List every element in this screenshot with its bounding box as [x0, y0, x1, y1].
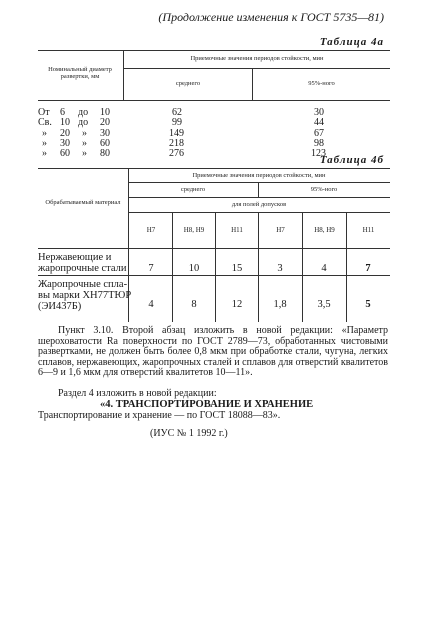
row-avg: 276 — [169, 148, 184, 160]
row-p95: 123 — [311, 148, 326, 160]
table-4a-sub-95: 95%-ного — [308, 80, 335, 87]
table-4a-caption: Таблица 4а — [319, 36, 384, 48]
paragraph-3-10: Пункт 3.10. Второй абзац изложить в новой редакции: «Параметр шероховатости Ra поверхности по ГОСТ 2789—73, обработанных чистовыми развертками, не должен быть более 0,8 мкм при обработке стали, чугуна, легких сплавов, нержавеющих, жаропрочных сталей и сплавов для отверстий квалитетов 6—9 и 1,6 мкм для отверстий квалитетов 10—11». — [38, 325, 388, 378]
tol-header-cell: H8, H9 — [183, 226, 205, 234]
row-prefix: От — [38, 107, 50, 118]
table-4a-sub-avg: среднего — [175, 80, 201, 87]
row-to: 30 — [100, 127, 110, 139]
material-line: Нержавеющие и — [38, 252, 112, 263]
row-prefix: » — [42, 127, 47, 139]
material-line: вы марки ХН77ТЮР — [38, 290, 132, 301]
tol-header-cell: H8, H9 — [314, 226, 335, 234]
table-4a-header-rule — [38, 100, 390, 101]
table-4a-group-header: Приемочные значения периодов стойкости, мин — [190, 55, 324, 62]
footer-ius: (ИУС № 1 1992 г.) — [150, 428, 228, 439]
row-avg: 218 — [169, 137, 184, 149]
table-4b-tol-header: для полей допусков — [231, 201, 287, 208]
table-4b-header-rule — [38, 248, 390, 249]
table-4b-rule-3 — [128, 212, 390, 213]
paragraph-section-4: Раздел 4 изложить в новой редакции: — [58, 388, 217, 399]
cell-value: 15 — [231, 263, 243, 274]
row-to: 60 — [100, 137, 110, 149]
row-from: 30 — [60, 137, 70, 149]
table-4b-rule-1 — [128, 182, 390, 183]
paragraph-transport: Транспортирование и хранение — по ГОСТ 18088—83». — [38, 410, 281, 421]
cell-value: 12 — [231, 299, 243, 310]
row-to: 80 — [100, 148, 110, 160]
table-4b-rule-2 — [128, 197, 390, 198]
table-4b-group-header: Приемочные значения периодов стойкости, мин — [192, 172, 326, 179]
table-4b-col-header: Обрабатываемый материал — [45, 199, 121, 206]
table-4b-material-1 — [38, 252, 127, 274]
material-line: жаропрочные стали — [38, 263, 127, 274]
cell-value: 7 — [148, 263, 154, 274]
material-line: Жаропрочные спла- — [38, 279, 128, 290]
cell-value: 4 — [148, 299, 154, 310]
tol-header-cell: H7 — [146, 226, 156, 234]
table-4b-row-rule — [38, 275, 390, 276]
row-from: 60 — [60, 148, 70, 160]
table-4a-vrule-2 — [252, 68, 253, 100]
row-prefix: » — [42, 137, 47, 149]
row-to: 20 — [100, 117, 110, 129]
table-4a-vrule — [123, 50, 124, 100]
section-heading: «4. ТРАНСПОРТИРОВАНИЕ И ХРАНЕНИЕ — [100, 399, 314, 410]
cell-value: 7 — [365, 263, 371, 274]
table-4b-sub-avg: среднего — [180, 186, 206, 193]
table-4b-caption: Таблица 4б — [319, 154, 384, 166]
material-line: (ЭИ437Б) — [38, 301, 82, 312]
row-to-word: » — [82, 148, 87, 160]
table-4b-sub-95: 95%-ного — [310, 186, 338, 193]
row-p95: 44 — [314, 117, 324, 129]
row-p95: 30 — [314, 107, 324, 118]
table-4a-col-header: Номинальный диаметр развертки, мм — [48, 66, 112, 80]
table-4b-material-2 — [38, 279, 131, 312]
cell-value: 10 — [188, 263, 200, 274]
tol-header-cell: H11 — [231, 226, 243, 234]
row-avg: 149 — [169, 127, 184, 139]
row-to-word: до — [78, 107, 89, 118]
row-prefix: Св. — [38, 117, 52, 129]
row-p95: 98 — [314, 137, 324, 149]
table-4a-top-rule — [38, 50, 390, 51]
cell-value: 5 — [365, 299, 371, 310]
row-avg: 62 — [172, 107, 182, 118]
tol-header-cell: H11 — [362, 226, 375, 234]
page-header: (Продолжение изменения к ГОСТ 5735—81) — [158, 10, 384, 24]
row-from: 10 — [60, 117, 70, 129]
row-to-word: » — [82, 137, 87, 149]
table-4b-top-rule — [38, 168, 390, 169]
row-to-word: » — [82, 127, 87, 139]
row-to-word: до — [78, 117, 89, 129]
table-4a-body — [38, 108, 390, 160]
row-to: 10 — [100, 107, 110, 118]
row-avg: 99 — [172, 117, 182, 129]
cell-value: 8 — [191, 299, 197, 310]
row-prefix: » — [42, 148, 47, 160]
cell-value: 3,5 — [317, 299, 331, 310]
table-4b-vrule-2 — [258, 182, 259, 197]
cell-value: 3 — [277, 263, 283, 274]
row-p95: 67 — [314, 127, 324, 139]
table-4a-mid-rule — [123, 68, 390, 69]
tol-header-cell: H7 — [276, 226, 285, 234]
table-4b-vrule — [128, 168, 129, 248]
cell-value: 4 — [321, 263, 327, 274]
row-from: 20 — [60, 127, 70, 139]
row-from: 6 — [60, 107, 65, 118]
cell-value: 1,8 — [273, 299, 287, 310]
